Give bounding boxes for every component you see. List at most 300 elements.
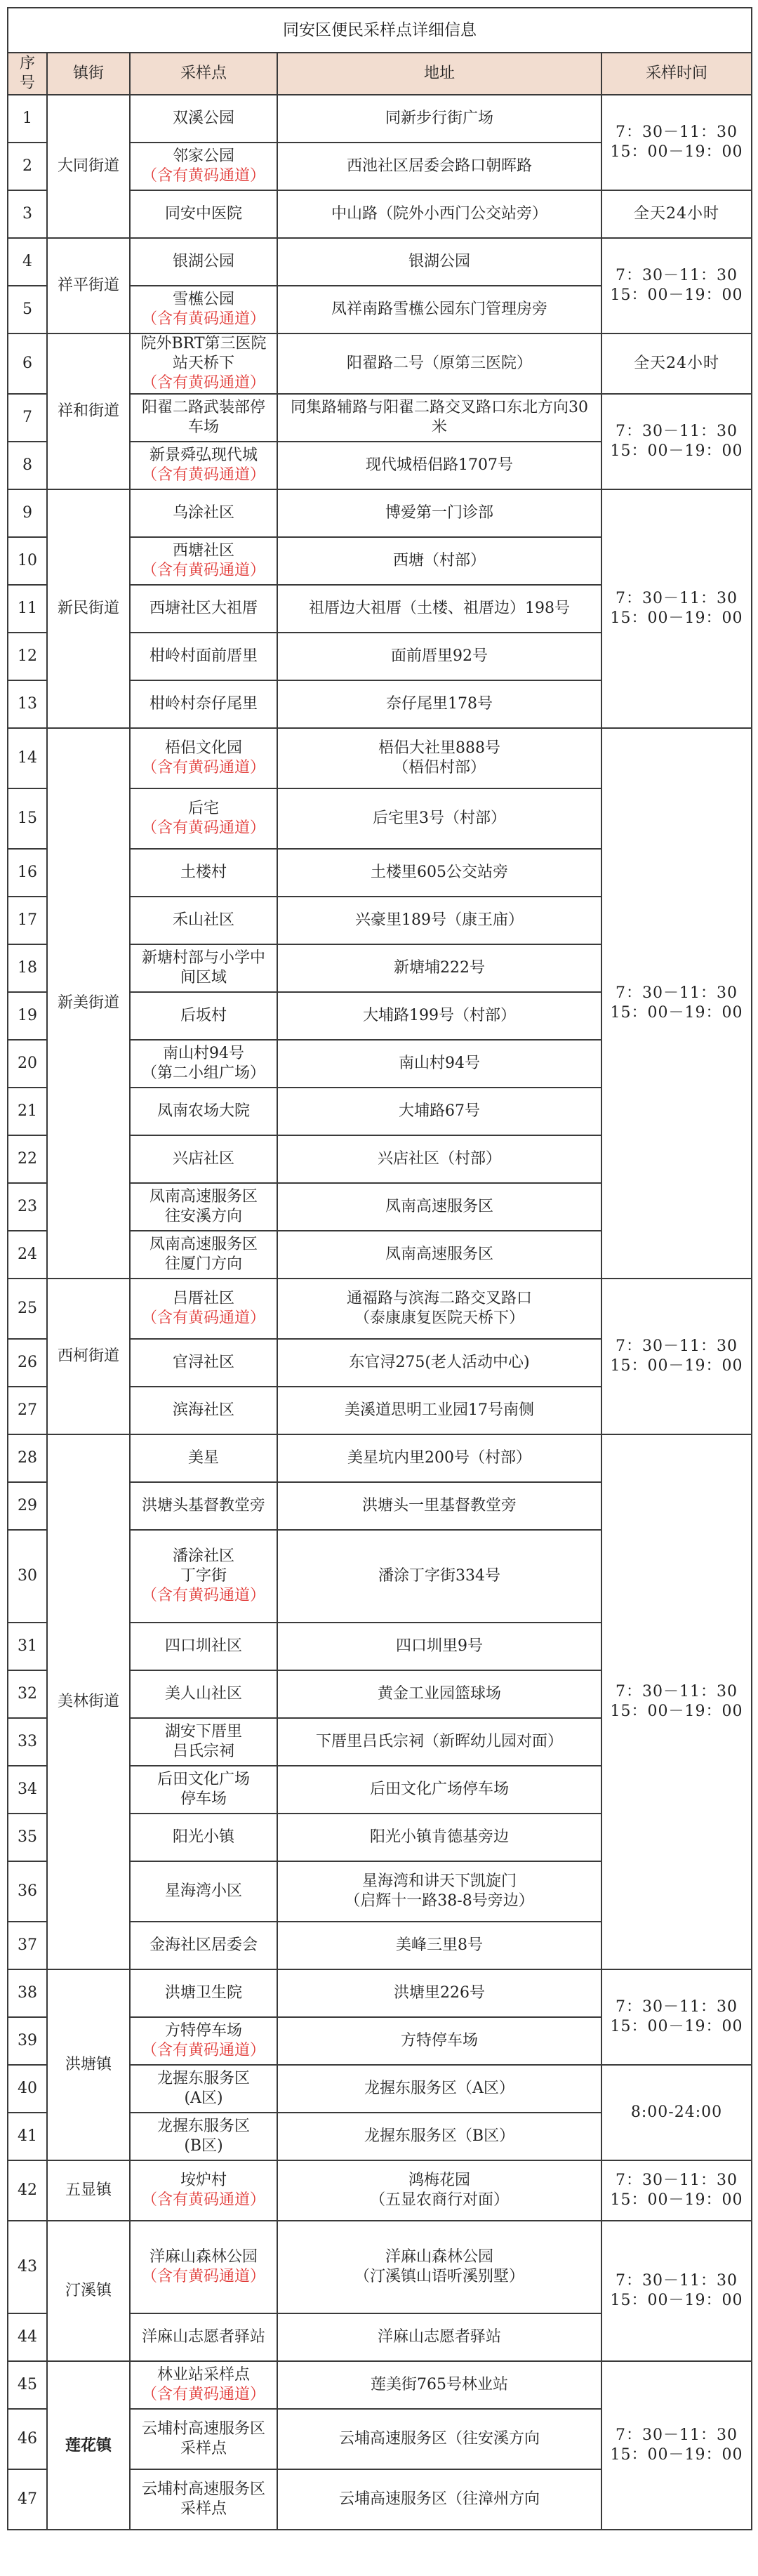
yellow-code-tag: （含有黄码通道） [141, 466, 265, 484]
address-cell [277, 1135, 601, 1183]
site-name: 采样点 [180, 2440, 227, 2457]
site-name: 美星 [187, 1449, 219, 1467]
address-cell [277, 1482, 601, 1530]
address-line: 后宅里3号（村部） [373, 810, 506, 827]
table-row [8, 238, 752, 286]
site-cell [130, 333, 277, 394]
yellow-code-tag: （含有黄码通道） [141, 562, 265, 579]
time-cell [601, 1434, 752, 1969]
address-line: 通福路与滨海二路交叉路口 [346, 1290, 532, 1307]
row-number: 18 [8, 944, 47, 992]
site-cell [130, 2361, 277, 2409]
site-cell [130, 2160, 277, 2221]
time-line: 7：30－11：30 [616, 984, 738, 1002]
site-cell [130, 2409, 277, 2469]
time-line: 7：30－11：30 [616, 423, 738, 440]
row-number: 33 [8, 1718, 47, 1766]
time-line: 15：00－19：00 [610, 442, 743, 460]
site-name: 间区域 [180, 969, 227, 986]
time-line: 7：30－11：30 [616, 1337, 738, 1355]
site-name: 西塘社区大祖厝 [149, 600, 258, 617]
address-cell [277, 2361, 601, 2409]
time-cell [601, 2361, 752, 2530]
address-line: 大埔路67号 [399, 1102, 480, 1120]
site-name: 后宅 [187, 800, 219, 817]
row-number: 44 [8, 2313, 47, 2361]
row-number: 3 [8, 190, 47, 238]
table-row [8, 333, 752, 394]
row-number: 1 [8, 95, 47, 143]
table-row [8, 489, 752, 537]
row-number: 11 [8, 585, 47, 633]
address-line: 下厝里吕氏宗祠（新晖幼儿园对面） [315, 1733, 563, 1750]
table-row [8, 2361, 752, 2409]
site-name: 龙握东服务区 [157, 2070, 250, 2087]
site-name: 潘涂社区 [172, 1547, 234, 1565]
row-number: 34 [8, 1766, 47, 1814]
time-line: 15：00－19：00 [610, 609, 743, 627]
time-cell [601, 238, 752, 333]
town-cell: 祥平街道 [47, 238, 130, 333]
site-name: 后坂村 [180, 1007, 227, 1024]
address-cell [277, 1040, 601, 1088]
site-cell [130, 944, 277, 992]
row-number: 42 [8, 2160, 47, 2221]
site-name: 阳翟二路武装部停 [141, 399, 265, 416]
address-line: 东官浔275(老人活动中心) [349, 1354, 530, 1371]
header-row [8, 53, 752, 95]
site-name: 云埔村高速服务区 [141, 2420, 265, 2438]
address-cell [277, 143, 601, 190]
site-cell [130, 1861, 277, 1922]
site-name: 往安溪方向 [164, 1208, 242, 1225]
sampling-sites-table [7, 7, 752, 2530]
site-cell [130, 1670, 277, 1718]
address-cell [277, 680, 601, 728]
time-cell [601, 95, 752, 190]
site-name: 吕厝社区 [172, 1290, 234, 1307]
address-cell [277, 333, 601, 394]
table-row [8, 2221, 752, 2313]
address-line: 龙握东服务区（B区） [364, 2127, 515, 2145]
address-line: 南山村94号 [399, 1055, 480, 1072]
site-cell [130, 2313, 277, 2361]
site-cell [130, 585, 277, 633]
site-name: 方特停车场 [164, 2022, 242, 2040]
address-cell [277, 286, 601, 333]
yellow-code-tag: （含有黄码通道） [141, 2042, 265, 2059]
address-cell [277, 1969, 601, 2017]
address-cell [277, 2221, 601, 2313]
site-name: 西塘社区 [172, 542, 234, 560]
time-line: 8:00-24:00 [630, 2103, 723, 2121]
address-line: 洪塘里226号 [394, 1984, 485, 2002]
address-cell [277, 2065, 601, 2113]
address-line: （汀溪镇山语听溪别墅） [354, 2268, 524, 2285]
row-number: 37 [8, 1922, 47, 1969]
site-cell [130, 1766, 277, 1814]
address-cell [277, 992, 601, 1040]
row-number: 47 [8, 2469, 47, 2530]
site-cell [130, 95, 277, 143]
row-number: 40 [8, 2065, 47, 2113]
address-cell [277, 537, 601, 585]
town-cell: 汀溪镇 [47, 2221, 130, 2361]
site-name: (A区) [184, 2089, 223, 2107]
address-line: 洪塘头一里基督教堂旁 [361, 1497, 517, 1514]
address-line: 土楼里605公交站旁 [371, 864, 508, 881]
town-cell: 祥和街道 [47, 333, 130, 489]
site-name: 南山村94号 [163, 1045, 244, 1062]
site-name: 往厦门方向 [164, 1255, 242, 1273]
site-name: 官浔社区 [172, 1354, 234, 1371]
address-line: （五显农商行对面） [369, 2191, 509, 2209]
site-cell [130, 2221, 277, 2313]
row-number: 12 [8, 633, 47, 680]
site-cell [130, 1387, 277, 1434]
address-line: 祖厝边大祖厝（土楼、祖厝边）198号 [309, 600, 570, 617]
header-town: 镇街 [47, 53, 130, 95]
site-name: 洪塘头基督教堂旁 [141, 1497, 265, 1514]
address-line: （泰康康复医院天桥下） [354, 1309, 524, 1327]
site-cell [130, 680, 277, 728]
time-line: 15：00－19：00 [610, 1357, 743, 1375]
site-name: 吕氏宗祠 [172, 1743, 234, 1760]
time-line: 15：00－19：00 [610, 2292, 743, 2309]
row-number: 9 [8, 489, 47, 537]
site-name: 站天桥下 [172, 355, 234, 372]
site-name: 洪塘卫生院 [164, 1984, 242, 2002]
site-cell [130, 1814, 277, 1861]
site-name: 四口圳社区 [164, 1637, 242, 1655]
time-line: 7：30－11：30 [616, 267, 738, 284]
address-cell [277, 2313, 601, 2361]
town-cell: 洪塘镇 [47, 1969, 130, 2160]
yellow-code-tag: （含有黄码通道） [141, 2191, 265, 2209]
site-cell [130, 1088, 277, 1135]
site-name: 雪櫵公园 [172, 291, 234, 308]
site-name: 丁字街 [180, 1567, 227, 1585]
address-line: 大埔路199号（村部） [363, 1007, 516, 1024]
site-cell [130, 394, 277, 442]
address-line: （梧侣村部） [392, 759, 486, 777]
address-line: 米 [431, 418, 447, 436]
site-cell [130, 190, 277, 238]
row-number: 32 [8, 1670, 47, 1718]
table-row [8, 1434, 752, 1482]
site-name: 同安中医院 [164, 205, 242, 223]
row-number: 27 [8, 1387, 47, 1434]
address-line: 方特停车场 [400, 2032, 478, 2049]
address-cell [277, 1434, 601, 1482]
site-name: 美人山社区 [164, 1685, 242, 1703]
site-name: 凤南农场大院 [157, 1102, 250, 1120]
address-line: 同新步行街广场 [385, 110, 493, 127]
address-cell [277, 2113, 601, 2160]
row-number: 22 [8, 1135, 47, 1183]
row-number: 28 [8, 1434, 47, 1482]
address-line: 四口圳里9号 [396, 1637, 483, 1655]
time-line: 全天24小时 [634, 355, 719, 372]
address-cell [277, 1670, 601, 1718]
town-cell: 新美街道 [47, 728, 130, 1279]
site-name: 星海湾小区 [164, 1882, 242, 1900]
address-line: 美溪道思明工业园17号南侧 [345, 1401, 534, 1419]
site-name: 禾山社区 [172, 911, 234, 929]
address-cell [277, 238, 601, 286]
address-cell [277, 489, 601, 537]
address-cell [277, 2469, 601, 2530]
site-cell [130, 1530, 277, 1623]
address-cell [277, 2160, 601, 2221]
site-name: 车场 [187, 418, 219, 436]
address-line: 中山路（院外小西门公交站旁） [331, 205, 547, 223]
time-cell [601, 190, 752, 238]
address-line: 银湖公园 [408, 253, 470, 270]
site-name: 土楼村 [180, 864, 227, 881]
site-cell [130, 897, 277, 944]
row-number: 38 [8, 1969, 47, 2017]
row-number: 24 [8, 1231, 47, 1279]
site-name: 洋麻山森林公园 [149, 2248, 258, 2266]
address-line: 阳翟路二号（原第三医院） [346, 355, 532, 372]
row-number: 39 [8, 2017, 47, 2065]
address-line: 新塘埔222号 [394, 959, 485, 977]
row-number: 23 [8, 1183, 47, 1231]
site-cell [130, 286, 277, 333]
site-cell [130, 2017, 277, 2065]
site-cell [130, 1339, 277, 1387]
site-name: 梧侣文化园 [164, 739, 242, 757]
time-cell [601, 728, 752, 1279]
address-cell [277, 442, 601, 489]
site-cell [130, 238, 277, 286]
yellow-code-tag: （含有黄码通道） [141, 1309, 265, 1327]
row-number: 2 [8, 143, 47, 190]
time-line: 15：00－19：00 [610, 1703, 743, 1720]
site-name: 龙握东服务区 [157, 2118, 250, 2135]
site-cell [130, 489, 277, 537]
town-cell: 新民街道 [47, 489, 130, 728]
site-cell [130, 2113, 277, 2160]
address-cell [277, 1718, 601, 1766]
row-number: 20 [8, 1040, 47, 1088]
address-line: （启辉十一路38-8号旁边） [345, 1892, 534, 1910]
address-line: 云埔高速服务区（往安溪方向 [338, 2430, 540, 2448]
address-cell [277, 1231, 601, 1279]
site-cell [130, 143, 277, 190]
table-body [8, 95, 752, 2530]
table-row [8, 1969, 752, 2017]
site-name: 凤南高速服务区 [149, 1236, 258, 1253]
town-cell: 大同街道 [47, 95, 130, 238]
address-line: 洋麻山森林公园 [385, 2248, 493, 2266]
site-name: 林业站采样点 [157, 2366, 250, 2384]
site-cell [130, 1040, 277, 1088]
address-cell [277, 1387, 601, 1434]
table-title: 同安区便民采样点详细信息 [8, 8, 752, 53]
time-line: 7：30－11：30 [616, 2272, 738, 2290]
site-name: 兴店社区 [172, 1150, 234, 1168]
site-name: 院外BRT第三医院 [140, 335, 267, 352]
address-line: 兴店社区（村部） [377, 1150, 501, 1168]
address-cell [277, 1861, 601, 1922]
address-cell [277, 788, 601, 849]
row-number: 16 [8, 849, 47, 897]
site-name: （第二小组广场） [141, 1064, 265, 1082]
site-cell [130, 2065, 277, 2113]
address-line: 龙握东服务区（A区） [364, 2080, 514, 2097]
address-cell [277, 1088, 601, 1135]
time-line: 7：30－11：30 [616, 1683, 738, 1700]
site-name: 银湖公园 [172, 253, 234, 270]
address-cell [277, 944, 601, 992]
header-no: 序号 [8, 53, 47, 95]
address-line: 鸿梅花园 [408, 2172, 470, 2189]
row-number: 25 [8, 1279, 47, 1339]
address-line: 黄金工业园篮球场 [377, 1685, 501, 1703]
site-cell [130, 537, 277, 585]
site-name: 乌涂社区 [172, 504, 234, 522]
row-number: 19 [8, 992, 47, 1040]
time-cell [601, 394, 752, 489]
address-line: 凤南高速服务区 [385, 1198, 493, 1215]
address-cell [277, 1530, 601, 1623]
site-cell [130, 1279, 277, 1339]
address-cell [277, 2409, 601, 2469]
address-cell [277, 728, 601, 788]
time-line: 7：30－11：30 [616, 124, 738, 141]
town-cell: 莲花镇 [47, 2361, 130, 2530]
site-name: 洋麻山志愿者驿站 [141, 2328, 265, 2346]
site-name: 云埔村高速服务区 [141, 2481, 265, 2498]
address-line: 阳光小镇肯德基旁边 [369, 1828, 509, 1846]
town-cell: 五显镇 [47, 2160, 130, 2221]
time-line: 15：00－19：00 [610, 2018, 743, 2035]
time-line: 全天24小时 [634, 205, 719, 223]
address-cell [277, 585, 601, 633]
row-number: 5 [8, 286, 47, 333]
address-cell [277, 1814, 601, 1861]
time-line: 15：00－19：00 [610, 1004, 743, 1022]
site-cell [130, 788, 277, 849]
address-cell [277, 2017, 601, 2065]
time-cell [601, 1279, 752, 1434]
site-cell [130, 1135, 277, 1183]
address-line: 潘涂丁字街334号 [378, 1567, 500, 1585]
row-number: 31 [8, 1623, 47, 1670]
site-cell [130, 633, 277, 680]
row-number: 35 [8, 1814, 47, 1861]
row-number: 15 [8, 788, 47, 849]
address-cell [277, 1279, 601, 1339]
time-line: 15：00－19：00 [610, 2446, 743, 2464]
site-name: 采样点 [180, 2500, 227, 2518]
site-name: 邻家公园 [172, 147, 234, 165]
time-line: 7：30－11：30 [616, 590, 738, 607]
time-cell [601, 333, 752, 394]
table-row [8, 728, 752, 788]
row-number: 36 [8, 1861, 47, 1922]
address-line: 现代城梧侣路1707号 [366, 456, 513, 474]
address-line: 凤祥南路雪櫵公园东门管理房旁 [331, 300, 547, 318]
site-cell [130, 1718, 277, 1766]
site-cell [130, 1922, 277, 1969]
site-cell [130, 992, 277, 1040]
header-site: 采样点 [130, 53, 277, 95]
address-cell [277, 633, 601, 680]
header-address: 地址 [277, 53, 601, 95]
yellow-code-tag: （含有黄码通道） [141, 167, 265, 185]
time-cell [601, 489, 752, 728]
address-line: 美星坑内里200号（村部） [347, 1449, 531, 1467]
time-line: 7：30－11：30 [616, 1998, 738, 2016]
address-cell [277, 1623, 601, 1670]
table-row [8, 1279, 752, 1339]
address-cell [277, 1339, 601, 1387]
time-line: 15：00－19：00 [610, 143, 743, 161]
time-cell [601, 2065, 752, 2160]
site-cell [130, 1482, 277, 1530]
row-number: 4 [8, 238, 47, 286]
address-line: 后田文化广场停车场 [369, 1781, 509, 1798]
site-cell [130, 1183, 277, 1231]
row-number: 6 [8, 333, 47, 394]
yellow-code-tag: （含有黄码通道） [141, 2268, 265, 2285]
row-number: 30 [8, 1530, 47, 1623]
yellow-code-tag: （含有黄码通道） [141, 374, 265, 392]
time-line: 7：30－11：30 [616, 2426, 738, 2444]
row-number: 10 [8, 537, 47, 585]
site-name: 新景舜弘现代城 [149, 447, 258, 464]
site-cell [130, 1434, 277, 1482]
yellow-code-tag: （含有黄码通道） [141, 759, 265, 777]
address-line: 美峰三里8号 [396, 1936, 483, 1954]
site-name: 垵炉村 [180, 2172, 227, 2189]
row-number: 45 [8, 2361, 47, 2409]
address-line: 莲美街765号林业站 [371, 2376, 508, 2393]
address-cell [277, 1183, 601, 1231]
table-row [8, 2160, 752, 2221]
site-cell [130, 728, 277, 788]
time-cell [601, 1969, 752, 2065]
site-name: 双溪公园 [172, 110, 234, 127]
time-cell [601, 2221, 752, 2361]
address-cell [277, 95, 601, 143]
site-name: 柑岭村面前厝里 [149, 647, 258, 665]
address-cell [277, 394, 601, 442]
site-name: 金海社区居委会 [149, 1936, 258, 1954]
row-number: 17 [8, 897, 47, 944]
address-line: 兴豪里189号（康王庙） [355, 911, 524, 929]
address-line: 梧侣大社里888号 [378, 739, 500, 757]
address-cell [277, 1922, 601, 1969]
time-line: 15：00－19：00 [610, 2191, 743, 2209]
site-name: 湖安下厝里 [164, 1723, 242, 1741]
town-cell: 西柯街道 [47, 1279, 130, 1434]
address-cell [277, 1766, 601, 1814]
row-number: 13 [8, 680, 47, 728]
row-number: 29 [8, 1482, 47, 1530]
site-name: 后田文化广场 [157, 1771, 250, 1788]
address-line: 凤南高速服务区 [385, 1246, 493, 1263]
time-cell [601, 2160, 752, 2221]
site-cell [130, 1231, 277, 1279]
site-name: (B区) [184, 2137, 223, 2155]
row-number: 41 [8, 2113, 47, 2160]
site-cell [130, 2469, 277, 2530]
site-cell [130, 442, 277, 489]
